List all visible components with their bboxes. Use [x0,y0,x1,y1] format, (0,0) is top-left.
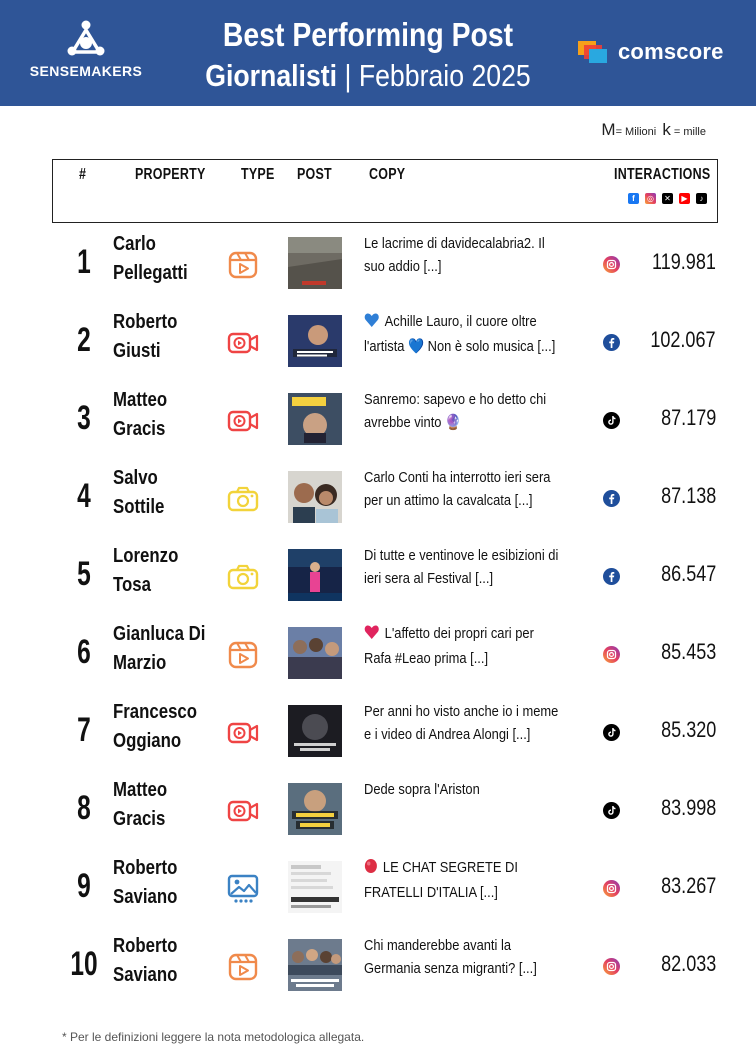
table-row [52,461,718,539]
instagram-icon [603,256,620,273]
reel-type-icon [227,250,259,280]
video-type-icon [227,406,259,436]
post-thumbnail[interactable] [288,315,342,367]
table-row [52,539,718,617]
post-thumbnail[interactable] [288,393,342,445]
header-type: TYPE [241,166,275,183]
post-copy-text: Chi manderebbe avanti la Germania senza migranti? [...] [364,937,537,977]
comscore-logo-icon [578,39,610,65]
post-copy [364,622,564,670]
interactions-value: 86.547 [660,561,716,586]
table-row [52,227,718,305]
rank-number: 4 [77,477,91,515]
property-name [113,230,214,288]
header-copy: COPY [369,166,406,183]
property-name [113,308,214,366]
post-copy-text: Le lacrime di davidecalabria2. Il suo addio [...] [364,235,545,275]
post-copy-text: Di tutte e ventinove le esibizioni di ieri sera al Festival [...] [364,547,559,587]
property-name-line-2: Giusti [113,340,161,362]
instagram-icon [603,880,620,897]
legend-m-text: = Milioni [615,126,657,138]
post-copy [364,778,564,801]
interactions-value: 83.998 [660,795,716,820]
post-thumbnail[interactable] [288,861,342,913]
post-thumbnail[interactable] [288,549,342,601]
table-row [52,851,718,929]
post-thumbnail[interactable] [288,783,342,835]
comscore-wordmark: comscore [618,39,724,64]
title-line-1: Best Performing Post [222,16,514,53]
property-name-line-1: Matteo [113,389,168,411]
video-type-icon [227,328,259,358]
table-row [52,773,718,851]
header-property: PROPERTY [135,166,206,183]
post-copy-text: L'affetto dei propri cari per Rafa #Leao prima [...] [364,625,534,667]
property-name-line-2: Saviano [113,964,178,986]
sensemakers-logo-icon [65,20,107,60]
property-name-line-2: Saviano [113,886,178,908]
interactions-value: 119.981 [652,249,716,274]
post-copy [364,310,564,358]
property-name-line-1: Roberto [113,857,178,879]
property-name-line-2: Marzio [113,652,167,674]
reel-type-icon [227,952,259,982]
property-name-line-1: Lorenzo [113,545,179,567]
post-copy [364,700,564,746]
legend-k-text: = mille [673,126,706,138]
table-header [52,159,718,223]
table-row [52,929,718,1007]
facebook-icon [603,568,620,585]
post-copy-text: Sanremo: sapevo e ho detto chi avrebbe vinto 🔮 [364,391,547,431]
carousel-type-icon [227,874,259,904]
post-thumbnail[interactable] [288,237,342,289]
property-name [113,776,214,834]
post-copy-text: LE CHAT SEGRETE DI FRATELLI D'ITALIA [...] [364,859,518,901]
header-interactions: INTERACTIONS [614,166,711,183]
post-copy-text: Dede sopra l'Ariston [364,781,480,798]
rank-number: 2 [77,321,91,359]
interactions-value: 82.033 [660,951,716,976]
property-name [113,386,214,444]
post-copy [364,232,564,278]
table-row [52,383,718,461]
red-heart-icon [364,624,379,647]
sensemakers-logo [16,20,156,86]
post-copy-text: Achille Lauro, il cuore oltre l'artista 💙 Non è solo musica [...] [364,313,556,355]
title-category: Giornalisti [205,58,338,93]
property-name-line-2: Pellegatti [113,262,188,284]
facebook-icon [603,490,620,507]
property-name-line-2: Gracis [113,418,166,440]
rank-number: 6 [77,633,91,671]
property-name-line-1: Gianluca Di [113,623,206,645]
property-name-line-2: Tosa [113,574,151,596]
legend-k-symbol: k [662,120,671,139]
instagram-icon: ◎ [645,193,656,204]
property-name [113,542,214,600]
post-copy [364,856,564,904]
property-name [113,854,214,912]
table-row [52,617,718,695]
post-thumbnail[interactable] [288,939,342,991]
rank-number: 3 [77,399,91,437]
rank-number: 7 [77,711,91,749]
property-name-line-2: Sottile [113,496,165,518]
post-copy [364,388,564,434]
property-name-line-1: Roberto [113,311,178,333]
footnote: * Per le definizioni leggere la nota metodologica allegata. [62,1030,365,1044]
reel-type-icon [227,640,259,670]
youtube-icon: ▶ [679,193,690,204]
tiktok-icon [603,412,620,429]
property-name-line-2: Gracis [113,808,166,830]
legend-m-symbol: M [601,120,616,139]
post-thumbnail[interactable] [288,705,342,757]
tiktok-icon [603,802,620,819]
property-name-line-1: Roberto [113,935,178,957]
property-name [113,620,214,678]
report-header [0,0,756,106]
interactions-value: 87.138 [660,483,716,508]
tiktok-icon [603,724,620,741]
interactions-value: 83.267 [660,873,716,898]
rank-number: 1 [77,243,91,281]
title-period: Febbraio 2025 [358,58,531,93]
red-circle-icon [364,858,378,881]
report-title [170,14,566,96]
property-name [113,698,214,756]
facebook-icon: f [628,193,639,204]
sensemakers-wordmark: SENSEMAKERS [29,63,143,79]
property-name [113,932,214,990]
photo-type-icon [227,562,259,592]
rank-number: 9 [77,867,91,905]
post-copy [364,466,564,512]
interactions-value: 102.067 [650,327,716,352]
title-line-2 [198,56,539,96]
property-name-line-1: Francesco [113,701,198,723]
property-name-line-1: Salvo [113,467,158,489]
property-name-line-1: Carlo [113,233,156,255]
facebook-icon [603,334,620,351]
blue-heart-icon [364,312,379,335]
instagram-icon [603,958,620,975]
video-type-icon [227,718,259,748]
table-row [52,695,718,773]
header-rank: # [79,166,87,183]
title-separator: | [337,58,359,93]
rank-number: 10 [70,945,98,983]
unit-legend [601,120,706,140]
post-copy-text: Per anni ho visto anche io i meme e i video di Andrea Alongi [...] [364,703,559,743]
x-icon: ✕ [662,193,673,204]
comscore-logo [578,38,724,66]
property-name-line-2: Oggiano [113,730,182,752]
video-type-icon [227,796,259,826]
tiktok-icon: ♪ [696,193,707,204]
post-thumbnail[interactable] [288,471,342,523]
post-copy-text: Carlo Conti ha interrotto ieri sera per un attimo la cavalcata [...] [364,469,551,509]
property-name-line-1: Matteo [113,779,168,801]
interactions-value: 85.453 [660,639,716,664]
post-copy [364,544,564,590]
photo-type-icon [227,484,259,514]
table-row [52,305,718,383]
rank-number: 8 [77,789,91,827]
interactions-value: 85.320 [660,717,716,742]
interactions-value: 87.179 [660,405,716,430]
post-copy [364,934,564,980]
rank-number: 5 [77,555,91,593]
post-thumbnail[interactable] [288,627,342,679]
header-post: POST [297,166,332,183]
property-name [113,464,214,522]
instagram-icon [603,646,620,663]
header-social-icons [628,193,707,204]
